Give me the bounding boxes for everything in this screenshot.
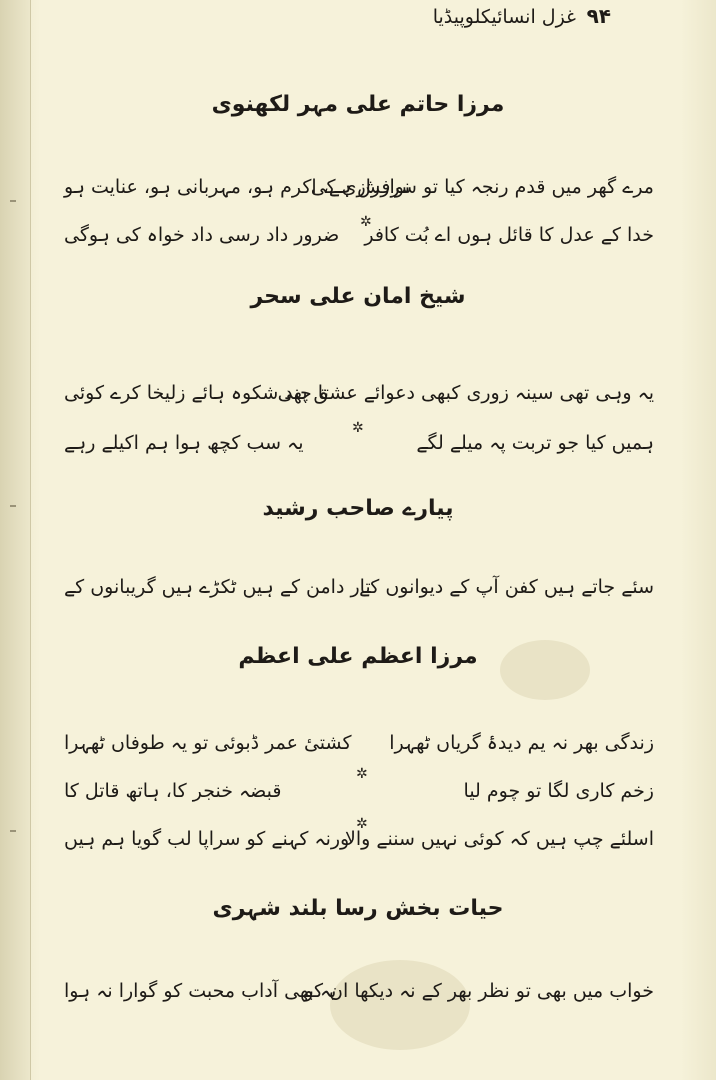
verse-line	[64, 980, 654, 1012]
couplet-separator-icon: ✲	[360, 214, 372, 230]
couplet-separator-icon: ✲	[352, 420, 364, 436]
verse-line	[64, 576, 654, 608]
poet-heading: مرزا حاتم علی مہر لکھنوی	[211, 92, 505, 117]
verse-second-half: یہ بھی آداب محبت کو گوارا نہ ہوا	[64, 980, 337, 1002]
verse-line	[64, 382, 654, 414]
verse-line	[64, 780, 654, 812]
couplet-separator-icon: ✲	[356, 766, 368, 782]
verse-second-half: تا چند شکوہ ہائے زلیخا کرے کوئی	[64, 382, 329, 404]
poet-heading: حیات بخش رسا بلند شہری	[212, 896, 504, 921]
verse-first-half: خدا کے عدل کا قائل ہوں اے بُت کافر	[364, 224, 654, 246]
verse-line	[64, 176, 654, 208]
verse-first-half: خواب میں بھی تو نظر بھر کے نہ دیکھا ان کو	[304, 980, 654, 1002]
poet-heading: پیارے صاحب رشید	[262, 496, 454, 521]
verse-second-half: نوازش ہے، اکرم ہو، مہربانی ہو، عنایت ہو	[64, 176, 410, 198]
verse-second-half: ورنہ کہنے کو سراپا لب گویا ہم ہیں	[64, 828, 350, 850]
verse-line	[64, 432, 654, 464]
verse-first-half: مرے گھر میں قدم رنجہ کیا تو سرفرازی کی	[310, 176, 654, 198]
verse-first-half: زندگی بھر نہ یم دیدۂ گریاں ٹھہرا	[389, 732, 654, 754]
verse-second-half: یہ سب کچھ ہوا ہم اکیلے رہے	[64, 432, 304, 454]
verse-second-half: ضرور داد رسی داد خواہ کی ہوگی	[64, 224, 340, 246]
verse-first-half: ہمیں کیا جو تربت پہ میلے لگے	[416, 432, 654, 454]
verse-first-half: یہ وہی تھی سینہ زوری کبھی دعوائے عشق بھی	[277, 382, 654, 404]
running-header: غزل انسائیکلوپیڈیا	[432, 6, 576, 28]
couplet-separator-icon: ✲	[356, 816, 368, 832]
verse-first-half: اسلئے چپ ہیں کہ کوئی نہیں سننے والا	[345, 828, 654, 850]
poet-heading: شیخ امان علی سحر	[250, 284, 466, 309]
verse-first-half: زخم کاری لگا تو چوم لیا	[463, 780, 654, 802]
page-number: ۹۴	[586, 4, 611, 28]
verse-first-half: سئے جاتے ہیں کفن آپ کے دیوانوں کے	[359, 576, 654, 598]
poet-heading: مرزا اعظم علی اعظم	[238, 644, 478, 669]
verse-line	[64, 732, 654, 764]
verse-line	[64, 828, 654, 860]
verse-second-half: کشتیٔ عمر ڈبوئی تو یہ طوفاں ٹھہرا	[64, 732, 352, 754]
verse-second-half: قبضہ خنجر کا، ہاتھ قاتل کا	[64, 780, 282, 802]
verse-line	[64, 224, 654, 256]
verse-second-half: تار دامن کے ہیں ٹکڑے ہیں گریبانوں کے	[64, 576, 371, 598]
